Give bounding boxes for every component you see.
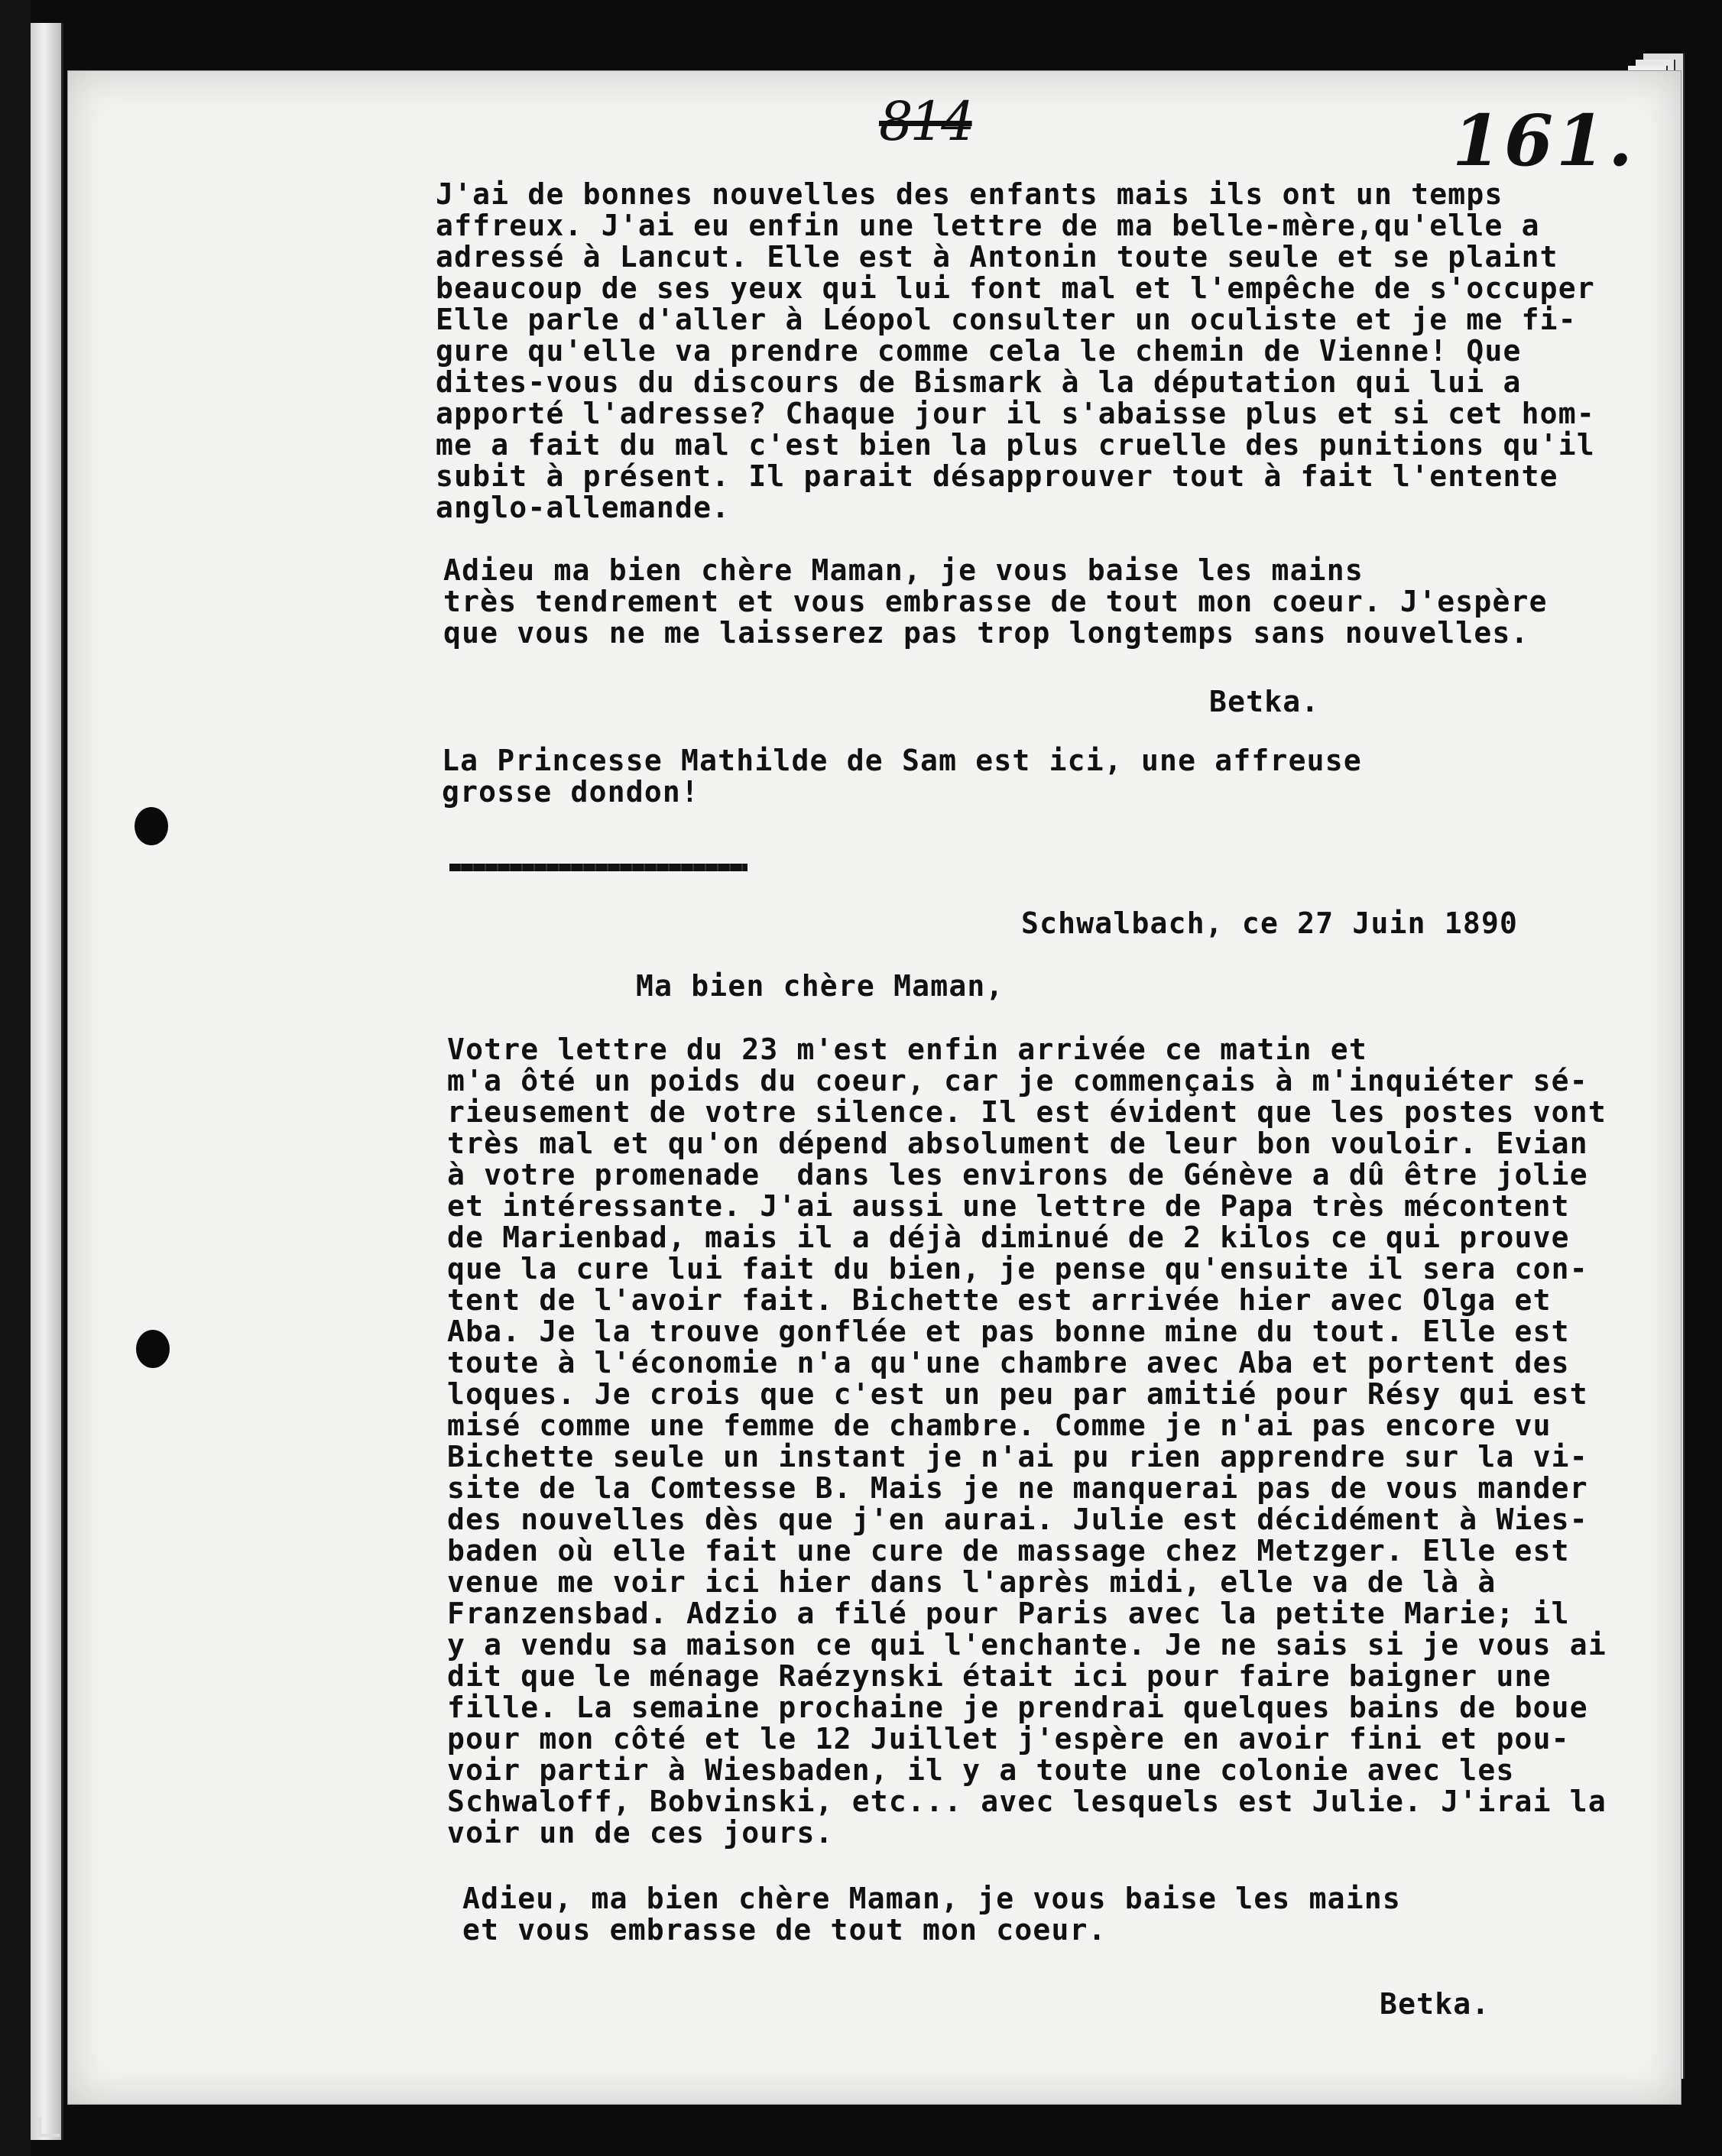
letter2-closing: Adieu, ma bien chère Maman, je vous baise les mains et vous embrasse de tout mon coeur. — [462, 1882, 1401, 1947]
scanner-background — [0, 0, 31, 2156]
letter1-closing: Adieu ma bien chère Maman, je vous baise les mains très tendrement et vous embrasse de tout mon coeur. J'espère que vous ne me laisserez pas trop longtemps sans nouvelles. — [443, 553, 1548, 650]
corner-mark — [38, 2117, 60, 2137]
folio-number: 161. — [1452, 99, 1636, 182]
punch-hole — [136, 1330, 170, 1368]
letter2-dateline: Schwalbach, ce 27 Juin 1890 — [1021, 906, 1519, 940]
letter1-paragraph-1: J'ai de bonnes nouvelles des enfants mais ils ont un temps affreux. J'ai eu enfin une lettre de ma belle-mère,qu'elle a adressé à Lancut. Elle est à Antonin toute seule et se plaint beaucoup de ses yeux qui lui font mal et l'empêche de s'occuper Elle parle d'aller à Léopol consulter un oculiste et je me fi- gure qu'elle va prendre comme cela le chemin de Vienne! Que dites-vous du discours de Bismark à la députation qui lui a apporté l'adresse? Chaque jour il s'abaisse plus et si cet hom- me a fait du mal c'est bien la plus cruelle des punitions qu'il subit à présent. Il parait désapprouver tout à fait l'entente anglo-allemande. — [436, 177, 1595, 524]
letter1-postscript: La Princesse Mathilde de Sam est ici, une affreuse grosse dondon! — [442, 744, 1362, 809]
letter2-body: Votre lettre du 23 m'est enfin arrivée ce matin et m'a ôté un poids du coeur, car je commençais à m'inquiéter sé- rieusement de votre silence. Il est évident que les postes vont très mal et qu'on dépend absolument de leur bon vouloir. Evian à votre promenade dans les environs de Génève a dû être jolie et intéressante. J'ai aussi une lettre de Papa très mécontent de Marienbad, mais il a déjà diminué de 2 kilos ce qui prouve que la cure lui fait du bien, je pense qu'ensuite il sera con- tent de l'avoir fait. Bichette est arrivée hier avec Olga et Aba. Je la trouve gonflée et pas bonne mine du tout. Elle est toute à l'économie n'a qu'une chambre avec Aba et portent des loques. Je crois que c'est un peu par amitié pour Résy qui est misé comme une femme de chambre. Comme je n'ai pas encore vu Bichette seule un instant je n'ai pu rien apprendre sur la vi- site de la Comtesse B. Mais je ne manquerai pas de vous mander des nouvelles dès que j'en aurai. Julie est décidément à Wies- baden où elle fait une cure de massage chez Metzger. Elle est venue me voir ici hier dans l'après midi, elle va de là à Franzensbad. Adzio a filé pour Paris avec la petite Marie; il y a vendu sa maison ce qui l'enchante. Je ne sais si je vous ai dit que le ménage Raézynski était ici pour faire baigner une fille. La semaine prochaine je prendrai quelques bains de boue pour mon côté et le 12 Juillet j'espère en avoir fini et pou- voir partir à Wiesbaden, il y a toute une colonie avec les Schwaloff, Bobvinski, etc... avec lesquels est Julie. J'irai la voir un de ces jours. — [447, 1033, 1607, 1850]
punch-hole — [135, 807, 168, 845]
letter2-salutation: Ma bien chère Maman, — [636, 969, 1004, 1003]
binder-edge — [31, 23, 63, 2140]
old-folio-number: 814 — [879, 90, 972, 153]
separator-rule — [449, 864, 747, 871]
letter1-signature: Betka. — [1209, 685, 1320, 718]
letter2-signature: Betka. — [1380, 1987, 1490, 2021]
